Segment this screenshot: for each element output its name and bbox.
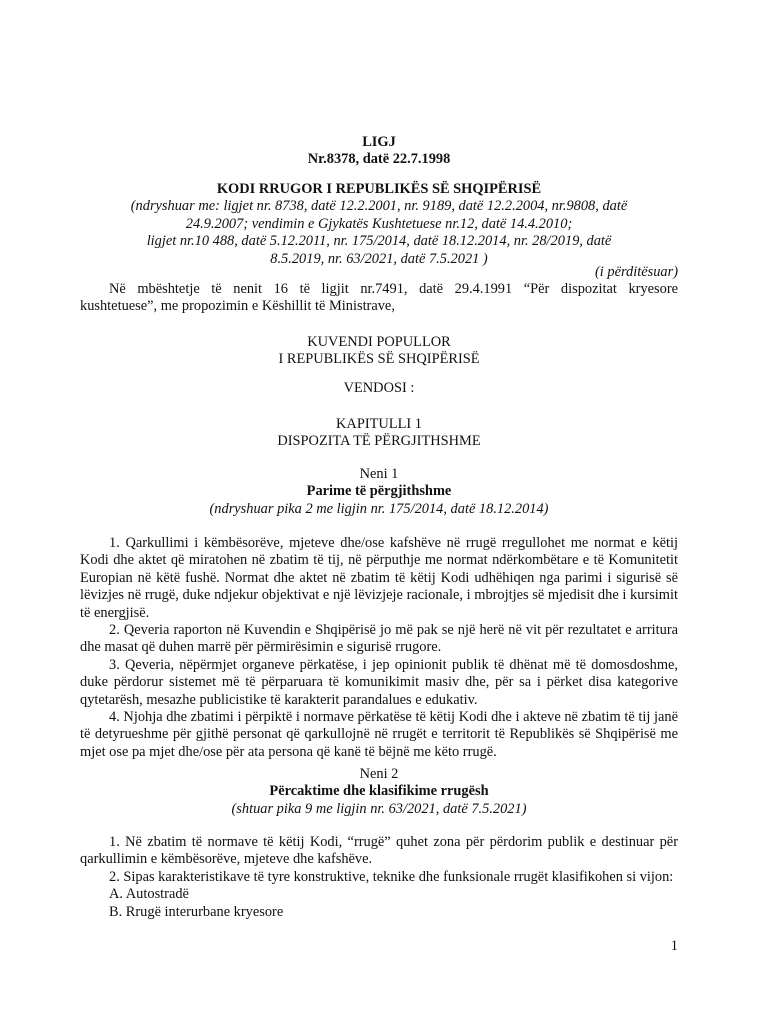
law-title-block — [72, 181, 686, 268]
article-2-paragraph-2: 2. Sipas karakteristikave të tyre konstruktive, teknike dhe funksionale rrugët klasifikohen si vijon: — [109, 868, 674, 885]
chapter-title: DISPOZITA TË PËRGJITHSHME — [277, 433, 481, 450]
chapter-number: KAPITULLI 1 — [336, 416, 422, 432]
article-2-paragraph-1: 1. Në zbatim të normave të këtij Kodi, “rrugë” quhet zona për përdorim publik e destinuar për qarkullimin e këmbësorëve, mjeteve dhe kafshëve. — [80, 834, 678, 868]
article-2-number: Neni 2 — [359, 766, 399, 782]
law-label: LIGJ — [362, 134, 396, 150]
decides-heading — [80, 380, 678, 397]
preamble-line-2: kushtetuese”, me propozimin e Këshillit të Ministrave, — [80, 298, 395, 315]
article-2-item-b: B. Rrugë interurbane kryesore — [109, 903, 284, 920]
assembly-line-1: KUVENDI POPULLOR — [307, 334, 451, 350]
amendment-line-3: ligjet nr.10 488, datë 5.12.2011, nr. 175/2014, datë 18.12.2014, nr. 28/2019, datë — [146, 233, 612, 250]
article-1-paragraph-2: 2. Qeveria raporton në Kuvendin e Shqipërisë jo më pak se një herë në vit për rezultatet e arritura dhe masat që duhen marrë për përmirësimin e sigurisë rrugore. — [80, 622, 678, 656]
article-1-paragraph-1: 1. Qarkullimi i këmbësorëve, mjeteve dhe/ose kafshëve në rrugë rregullohet me normat e këtij Kodi dhe aktet që miratohen në zbatim të tij, në përputhje me normat ndërkombëtare e të Komunitetit Europian në këtë fushë. Normat dhe aktet në zbatim të këtij Kodi udhëhiqen nga parimi i sigurisë së lëvizjes në rrugë, duke ndjekur objektivat e një lëvizjeje racionale, i mbrojtjes së mjedisit dhe i kursimit të energjisë. — [80, 535, 678, 621]
law-header — [80, 134, 678, 169]
preamble — [80, 281, 678, 316]
article-2-heading — [80, 766, 678, 818]
article-2-title: Përcaktime dhe klasifikime rrugësh — [269, 783, 489, 800]
amendment-line-1: (ndryshuar me: ligjet nr. 8738, datë 12.2.2001, nr. 9189, datë 12.2.2004, nr.9808, datë — [130, 198, 628, 215]
article-2-body — [80, 834, 678, 921]
amendment-line-4: 8.5.2019, nr. 63/2021, datë 7.5.2021 ) — [270, 250, 488, 267]
updated-note — [80, 264, 678, 281]
preamble-line-1: Në mbështetje të nenit 16 të ligjit nr.7491, datë 29.4.1991 “Për dispozitat kryesore — [109, 281, 678, 297]
law-title: KODI RRUGOR I REPUBLIKËS SË SHQIPËRISË — [216, 181, 542, 197]
article-2-item-a: A. Autostradë — [109, 886, 189, 903]
updated-label: (i përditësuar) — [595, 264, 678, 280]
assembly-heading — [80, 334, 678, 369]
article-1-heading — [80, 466, 678, 518]
law-number: Nr.8378, datë 22.7.1998 — [307, 151, 451, 168]
article-1-paragraph-4: 4. Njohja dhe zbatimi i përpiktë i normave përkatëse të këtij Kodi dhe i akteve në zbatim të tij janë të detyrueshme për gjithë personat që qarkullojnë në rrugët e territorit të Republikës së Shqipërisë me mjet ose pa mjet dhe/ose për ata persona që kanë të bëjnë me këto rrugë. — [80, 709, 678, 760]
decides-label: VENDOSI : — [343, 380, 415, 396]
article-1-number: Neni 1 — [359, 466, 399, 482]
article-2-note: (shtuar pika 9 me ligjin nr. 63/2021, datë 7.5.2021) — [231, 800, 527, 817]
article-1-title: Parime të përgjithshme — [306, 483, 452, 500]
article-1-note: (ndryshuar pika 2 me ligjin nr. 175/2014, datë 18.12.2014) — [209, 500, 549, 517]
chapter-heading — [80, 416, 678, 451]
amendment-line-2: 24.9.2007; vendimin e Gjykatës Kushtetuese nr.12, datë 14.4.2010; — [185, 215, 573, 232]
article-1-body — [80, 535, 678, 761]
assembly-line-2: I REPUBLIKËS SË SHQIPËRISË — [278, 351, 480, 368]
article-1-paragraph-3: 3. Qeveria, nëpërmjet organeve përkatëse, i jep opinionit publik të dhënat më të domosdoshme, duke përdorur sistemet më të përparuara të komunikimit masiv dhe, për sa i përket disa kategorive qytetarësh, mesazhe publicistike të karakterit parandalues e edukativ. — [80, 656, 678, 708]
page-number: 1 — [670, 938, 678, 954]
